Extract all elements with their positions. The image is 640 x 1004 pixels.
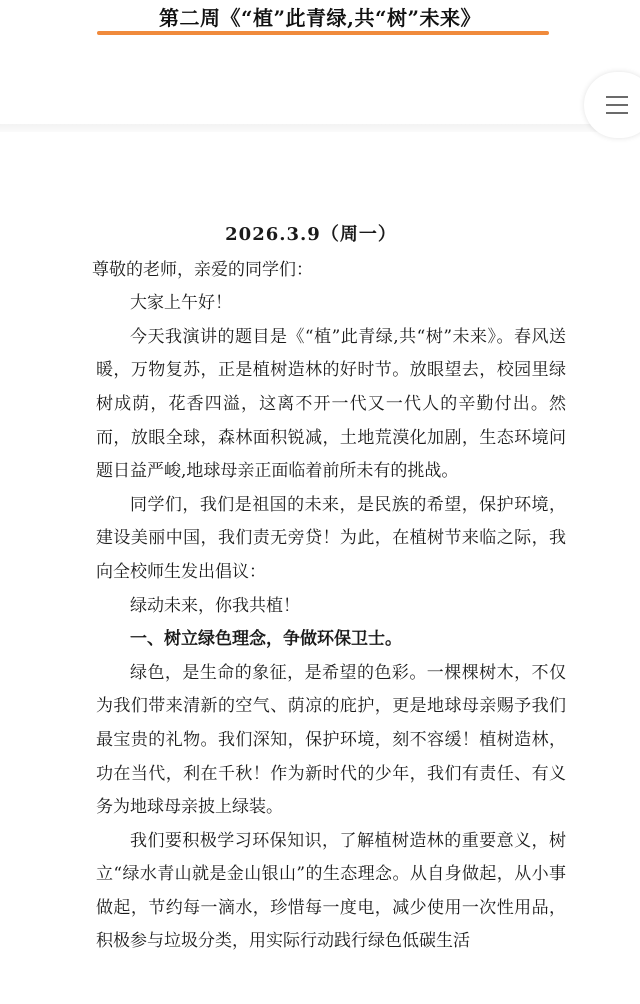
paragraph: 我们要积极学习环保知识，了解植树造林的重要意义，树立“绿水青山就是金山银山”的生态理念。从自身做起，从小事做起，节约每一滴水，珍惜每一度电，减少使用一次性用品，积极参与垃圾分类，用实际行动践行绿色低碳生活	[96, 830, 566, 952]
title-underline	[97, 31, 549, 35]
paragraph: 同学们，我们是祖国的未来，是民族的希望，保护环境，建设美丽中国，我们责无旁贷！为此，在植树节来临之际，我向全校师生发出倡议：	[96, 494, 566, 582]
page-title: 第二周《“植”此青绿,共“树”未来》	[159, 6, 481, 30]
greeting: 尊敬的老师，亲爱的同学们：	[92, 259, 313, 280]
hamburger-menu-icon	[606, 96, 628, 98]
paragraph: 绿动未来，你我共植！	[130, 595, 300, 616]
page-header	[0, 0, 640, 44]
section-heading: 一、树立绿色理念，争做环保卫士。	[130, 629, 402, 650]
section-divider	[0, 124, 640, 132]
paragraph: 大家上午好！	[130, 293, 232, 314]
document-date: 2026.3.9（周一）	[225, 224, 397, 245]
header-spacer	[0, 44, 640, 130]
paragraph: 绿色，是生命的象征，是希望的色彩。一棵棵树木，不仅为我们带来清新的空气、荫凉的庇护，更是地球母亲赐予我们最宝贵的礼物。我们深知，保护环境，刻不容缓！植树造林，功在当代，利在千秋！作为新时代的少年，我们有责任、有义务为地球母亲披上绿装。	[96, 662, 566, 818]
paragraph: 今天我演讲的题目是《“植”此青绿,共“树”未来》。春风送暖，万物复苏，正是植树造林的好时节。放眼望去，校园里绿树成荫，花香四溢，这离不开一代又一代人的辛勤付出。然而，放眼全球，森林面积锐减，土地荒漠化加剧，生态环境问题日益严峻,地球母亲正面临着前所未有的挑战。	[96, 326, 566, 482]
document-body	[92, 218, 566, 959]
